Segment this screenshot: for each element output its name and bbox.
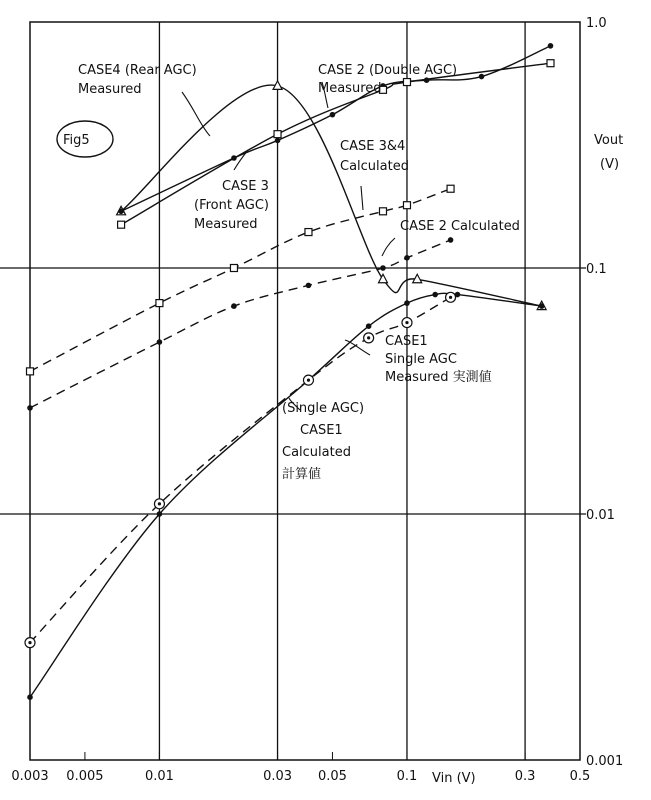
data-point-case1_meas — [432, 292, 438, 298]
data-point-case34_calc — [379, 208, 386, 215]
data-point-case1_meas — [27, 694, 33, 700]
annotation-arrow — [382, 238, 395, 256]
data-point-case3_meas — [274, 131, 281, 138]
data-point-case2_meas — [275, 138, 281, 144]
annotation-case2m: CASE 2 (Double AGC) Measured — [318, 63, 458, 96]
annotation-case34: CASE 3&4 Calculated — [340, 139, 409, 174]
data-point-case1_meas — [539, 303, 545, 309]
data-point-case2_calc — [404, 255, 410, 261]
data-point-case2_calc — [157, 339, 163, 345]
data-point-center — [405, 321, 408, 324]
series-line-case1_meas — [30, 293, 542, 697]
y-axis-label: Vout (V) — [594, 133, 624, 172]
annotation-case1c: (Single AGC) CASE1 Calculated 計算値 — [282, 401, 365, 482]
annotation-arrow — [182, 92, 210, 136]
x-axis-label: Vin (V) — [432, 771, 476, 786]
data-point-case34_calc — [27, 368, 34, 375]
annotations — [78, 63, 520, 482]
x-tick-label: 0.3 — [514, 769, 536, 784]
data-point-center — [158, 502, 161, 505]
data-point-case2_calc — [380, 265, 386, 271]
series-line-case4_meas — [121, 85, 542, 306]
data-point-case3_meas — [547, 60, 554, 67]
data-point-case1_meas — [157, 511, 163, 517]
data-point-case2_meas — [424, 77, 430, 83]
fig-label-badge — [57, 121, 113, 157]
data-point-case2_calc — [27, 405, 33, 411]
annotation-arrow — [234, 150, 248, 170]
data-point-case34_calc — [447, 185, 454, 192]
x-tick-label: 0.005 — [66, 769, 104, 784]
data-point-case2_meas — [479, 74, 485, 80]
annotation-case4: CASE4 (Rear AGC) Measured — [78, 63, 197, 97]
data-point-case2_meas — [231, 155, 237, 161]
y-tick-label: 0.001 — [586, 754, 624, 769]
data-point-case2_calc — [448, 237, 454, 243]
series-line-case1_calc — [30, 297, 451, 642]
plot-frame — [30, 22, 580, 760]
data-point-center — [367, 336, 370, 339]
annotation-case2c: CASE 2 Calculated — [400, 219, 520, 234]
data-point-case2_meas — [548, 43, 554, 49]
annotation-case3: CASE 3 (Front AGC) Measured — [194, 179, 269, 232]
data-point-case34_calc — [230, 265, 237, 272]
data-point-case34_calc — [403, 202, 410, 209]
x-tick-label: 0.5 — [569, 769, 591, 784]
data-point-center — [28, 641, 31, 644]
data-point-case34_calc — [156, 300, 163, 307]
x-tick-label: 0.003 — [11, 769, 49, 784]
annotation-arrow — [361, 186, 363, 210]
data-point-case2_calc — [306, 283, 312, 289]
data-point-case3_meas — [403, 79, 410, 86]
data-point-center — [449, 296, 452, 299]
data-point-case3_meas — [118, 221, 125, 228]
data-point-case34_calc — [305, 229, 312, 236]
annotation-case1m: CASE1 Single AGC Measured 実測値 — [385, 334, 492, 385]
data-point-case1_meas — [366, 323, 372, 329]
data-point-case2_meas — [118, 209, 124, 215]
fig-label: Fig5 — [63, 133, 90, 148]
data-point-case2_meas — [330, 112, 336, 118]
x-tick-label: 0.01 — [144, 769, 174, 784]
data-point-case1_meas — [404, 300, 410, 306]
y-tick-label: 0.1 — [586, 262, 607, 277]
x-tick-label: 0.03 — [263, 769, 293, 784]
x-tick-label: 0.05 — [317, 769, 347, 784]
y-tick-label: 1.0 — [586, 16, 607, 31]
data-point-center — [307, 379, 310, 382]
x-tick-label: 0.1 — [396, 769, 418, 784]
data-point-case2_calc — [231, 303, 237, 309]
y-tick-label: 0.01 — [586, 508, 615, 523]
